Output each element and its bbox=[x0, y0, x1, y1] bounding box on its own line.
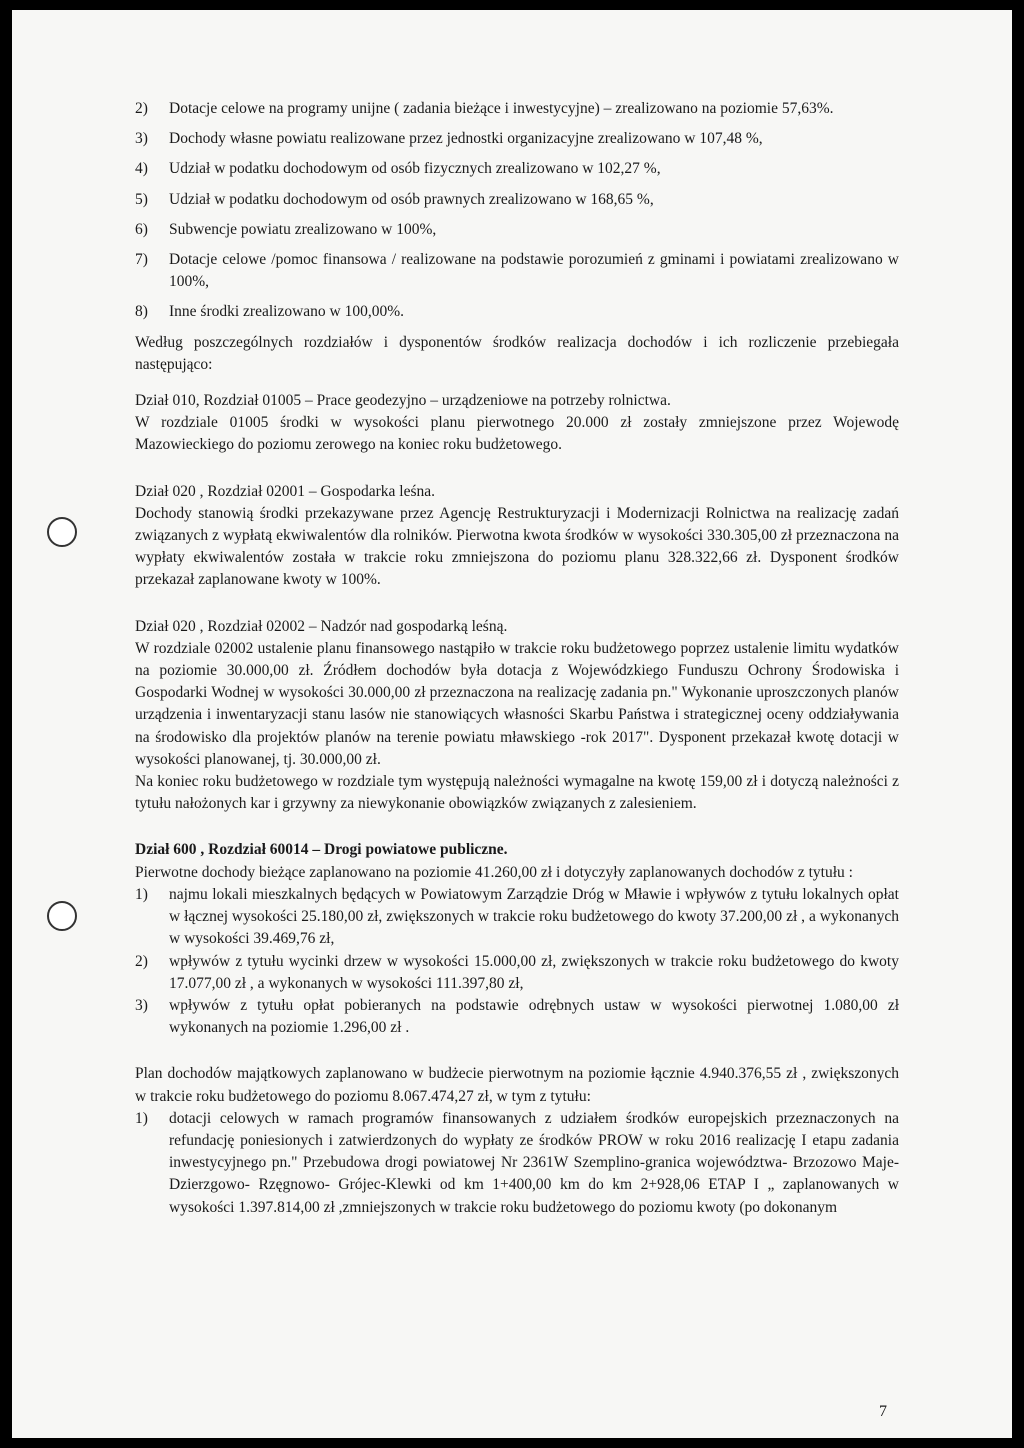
page-number: 7 bbox=[879, 1403, 887, 1420]
list-number: 4) bbox=[135, 160, 148, 178]
list-text: Udział w podatku dochodowym od osób fizycznych zrealizowano w 102,27 %, bbox=[169, 160, 661, 178]
list-item bbox=[135, 98, 899, 120]
list-item bbox=[135, 249, 899, 293]
list-item bbox=[135, 189, 899, 211]
document-body bbox=[135, 98, 899, 1219]
document-page bbox=[12, 10, 1012, 1438]
list-text: Subwencje powiatu zrealizowano w 100%, bbox=[169, 220, 437, 238]
list-text: Inne środki zrealizowano w 100,00%. bbox=[169, 303, 405, 321]
punch-hole-upper bbox=[47, 517, 77, 547]
list-item bbox=[135, 158, 899, 180]
list-number: 3) bbox=[135, 996, 148, 1014]
punch-hole-lower bbox=[47, 901, 77, 931]
list-number: 5) bbox=[135, 190, 148, 208]
list-text: najmu lokali mieszkalnych będących w Powiatowym Zarządzie Dróg w Mławie i wpływów z tytułu lokalnych opłat w łącznej wysokości 25.180,00 zł, zwiększonych w trakcie roku budżetowego do kwoty 37.200,00 zł , a wykonanych w wysokości 39.469,76 zł, bbox=[169, 885, 899, 948]
list-item bbox=[135, 301, 899, 323]
list-number: 1) bbox=[135, 1109, 148, 1127]
section-body: Pierwotne dochody bieżące zaplanowano na poziomie 41.260,00 zł i dotyczyły zaplanowanych dochodów z tytułu : bbox=[135, 863, 853, 881]
section-heading: Dział 020 , Rozdział 02002 – Nadzór nad gospodarką leśną. bbox=[135, 617, 508, 635]
list-text: wpływów z tytułu wycinki drzew w wysokości 15.000,00 zł, zwiększonych w trakcie roku budżetowego do kwoty 17.077,00 zł , a wykonanych w wysokości 111.397,80 zł, bbox=[169, 952, 899, 992]
section-heading: Dział 020 , Rozdział 02001 – Gospodarka leśna. bbox=[135, 482, 436, 500]
list-text: Dotacje celowe na programy unijne ( zadania bieżące i inwestycyjne) – zrealizowano na poziomie 57,63%. bbox=[169, 100, 834, 117]
section-heading: Dział 600 , Rozdział 60014 – Drogi powiatowe publiczne. bbox=[135, 841, 508, 859]
list-number: 8) bbox=[135, 303, 148, 321]
list-number: 2) bbox=[135, 100, 148, 117]
section-body: W rozdziale 02002 ustalenie planu finansowego nastąpiło w trakcie roku budżetowego poprzez ustalenie limitu wydatków na poziomie 30.000,00 zł. Źródłem dochodów była dotacja z Wojewódzkiego Funduszu Ochrony Środowiska i Gospodarki Wodnej w wysokości 30.000,00 zł przeznaczona na realizację zadania pn." Wykonanie uproszczonych planów urządzenia i inwentaryzacji stanu lasów nie stanowiących własności Skarbu Państwa i strategicznej oceny oddziaływania na środowisko dla projektów planów na terenie powiatu mławskiego -rok 2017". Dysponent przekazał kwotę dotacji w wysokości planowanej, tj. 30.000,00 zł. bbox=[135, 639, 899, 768]
list-item bbox=[135, 884, 899, 951]
section-body: Dochody stanowią środki przekazywane przez Agencję Restrukturyzacji i Modernizacji Rolnictwa na realizację zadań związanych z wypłatą ekwiwalentów dla rolników. Pierwotna kwota środków w wysokości 330.305,00 zł przeznaczona na wypłaty ekwiwalentów została w trakcie roku zmniejszona do poziomu planu 328.322,66 zł. Dysponent środków przekazał zaplanowane kwoty w 100%. bbox=[135, 504, 899, 589]
list-text: Udział w podatku dochodowym od osób prawnych zrealizowano w 168,65 %, bbox=[169, 190, 654, 208]
list-item bbox=[135, 219, 899, 241]
list-number: 3) bbox=[135, 130, 148, 148]
list-item bbox=[135, 128, 899, 150]
list-text: Dochody własne powiatu realizowane przez jednostki organizacyjne zrealizowano w 107,48 %, bbox=[169, 130, 763, 148]
list-number: 7) bbox=[135, 251, 148, 269]
section-body: Na koniec roku budżetowego w rozdziale tym występują należności wymagalne na kwotę 159,00 zł i dotyczą należności z tytułu nałożonych kar i grzywny za niewykonanie obowiązków związanych z zalesieniem. bbox=[135, 773, 899, 813]
list-item bbox=[135, 995, 899, 1039]
list-number: 1) bbox=[135, 885, 148, 903]
list-text: Dotacje celowe /pomoc finansowa / realizowane na podstawie porozumień z gminami i powiatami zrealizowano w 100%, bbox=[169, 251, 899, 291]
section-body: W rozdziale 01005 środki w wysokości planu pierwotnego 20.000 zł zostały zmniejszone przez Wojewodę Mazowieckiego do poziomu zerowego na koniec roku budżetowego. bbox=[135, 414, 899, 454]
list-text: dotacji celowych w ramach programów finansowanych z udziałem środków europejskich przeznaczonych na refundację poniesionych i zatwierdzonych do wypłaty ze środków PROW w roku 2016 realizację I etapu zadania inwestycyjnego pn." Przebudowa drogi powiatowej Nr 2361W Szemplino-granica województwa- Brzozowo Maje-Dzierzgowo- Rzęgnowo- Grójec-Klewki od km 1+400,00 km do km 2+928,06 ETAP I „ zaplanowanych w wysokości 1.397.814,00 zł ,zmniejszonych w trakcie roku budżetowego do poziomu kwoty (po dokonanym bbox=[169, 1109, 899, 1216]
list-item bbox=[135, 1108, 899, 1219]
section-body: Plan dochodów majątkowych zaplanowano w budżecie pierwotnym na poziomie łącznie 4.940.376,55 zł , zwiększonych w trakcie roku budżetowego do poziomu 8.067.474,27 zł, w tym z tytułu: bbox=[135, 1065, 899, 1105]
list-number: 6) bbox=[135, 220, 148, 238]
section-heading: Dział 010, Rozdział 01005 – Prace geodezyjno – urządzeniowe na potrzeby rolnictwa. bbox=[135, 392, 671, 410]
list-number: 2) bbox=[135, 952, 148, 970]
list-text: wpływów z tytułu opłat pobieranych na podstawie odrębnych ustaw w wysokości pierwotnej 1.080,00 zł wykonanych na poziomie 1.296,00 zł . bbox=[169, 996, 899, 1037]
intro-paragraph: Według poszczególnych rozdziałów i dysponentów środków realizacja dochodów i ich rozliczenie przebiegała następująco: bbox=[135, 333, 899, 373]
list-item bbox=[135, 951, 899, 995]
